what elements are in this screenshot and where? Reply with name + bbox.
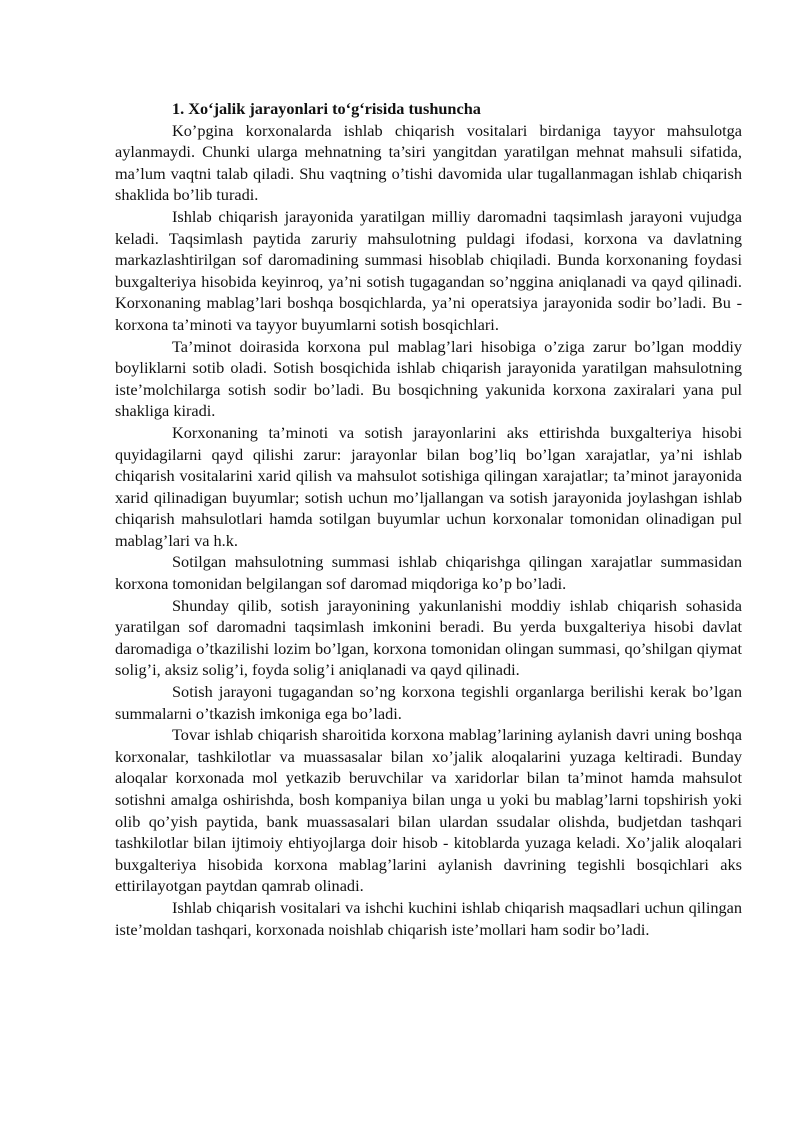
paragraph-3: Ta’minot doirasida korxona pul mablag’lari hisobiga o’ziga zarur bo’lgan moddiy boyliklarni sotib oladi. Sotish bosqichida ishlab chiqarish jarayonida yaratilgan mahsulotning iste’molchilarga sotish sodir bo’ladi. Bu bosqichning yakunida korxona zaxiralari yana pul shakliga kiradi. bbox=[115, 336, 742, 421]
paragraph-2: Ishlab chiqarish jarayonida yaratilgan milliy daromadni taqsimlash jarayoni vujudga keladi. Taqsimlash paytida zaruriy mahsulotning puldagi ifodasi, korxona va davlatning markazlashtirilgan sof daromadining summasi hisoblab chiqiladi. Bunda korxonaning foydasi buxgalteriya hisobida keyinroq, ya’ni sotish tugagandan so’nggina aniqlanadi va qayd qilinadi. Korxonaning mablag’lari boshqa bosqichlarda, ya’ni operatsiya jarayonida sodir bo’ladi. Bu - korxona ta’minoti va tayyor buyumlarni sotish bosqichlari. bbox=[115, 206, 742, 334]
paragraph-9: Ishlab chiqarish vositalari va ishchi kuchini ishlab chiqarish maqsadlari uchun qilingan iste’moldan tashqari, korxonada noishlab chiqarish iste’mollari ham sodir bo’ladi. bbox=[115, 897, 742, 939]
paragraph-4: Korxonaning ta’minoti va sotish jarayonlarini aks ettirishda buxgalteriya hisobi quyidagilarni qayd qilishi zarur: jarayonlar bilan bog’liq bo’lgan xarajatlar, ya’ni ishlab chiqarish vositalarini xarid qilish va mahsulot sotishiga qilingan xarajatlar; ta’minot jarayonida xarid qilinadigan buyumlar; sotish uchun mo’ljallangan va sotish jarayonida joylashgan ishlab chiqarish mahsulotlari hamda sotilgan buyumlar uchun korxonalar tomonidan olinadigan pul mablag’lari va h.k. bbox=[115, 422, 742, 550]
paragraph-8: Tovar ishlab chiqarish sharoitida korxona mablag’larining aylanish davri uning boshqa korxonalar, tashkilotlar va muassasalar bilan xo’jalik aloqalarini yuzaga keltiradi. Bunday aloqalar korxonada mol yetkazib beruvchilar va xaridorlar bilan ta’minot hamda mahsulot sotishni amalga oshirishda, bosh kompaniya bilan unga u yoki bu mablag’larni topshirish yoki olib qo’yish paytida, bank muassasalari bilan ulardan ssudalar olishda, budjetdan tashqari tashkilotlar bilan ijtimoiy ehtiyojlarga doir hisob - kitoblarda yuzaga keladi. Xo’jalik aloqalari buxgalteriya hisobida korxona mablag’larini aylanish davrining tegishli bosqichlari aks ettirilayotgan paytdan qamrab olinadi. bbox=[115, 725, 742, 896]
paragraph-6: Shunday qilib, sotish jarayonining yakunlanishi moddiy ishlab chiqarish sohasida yaratilgan sof daromadni taqsimlash imkonini beradi. Bu yerda buxgalteriya hisobi davlat daromadiga o’tkazilishi lozim bo’lgan, korxona tomonidan olingan summasi, qo’shilgan qiymat solig’i, aksiz solig’i, foyda solig’i aniqlanadi va qayd qilinadi. bbox=[115, 595, 742, 680]
document-page bbox=[115, 98, 742, 940]
paragraph-7: Sotish jarayoni tugagandan so’ng korxona tegishli organlarga berilishi kerak bo’lgan summalarni o’tkazish imkoniga ega bo’ladi. bbox=[115, 682, 742, 723]
paragraph-5: Sotilgan mahsulotning summasi ishlab chiqarishga qilingan xarajatlar summasidan korxona tomonidan belgilangan sof daromad miqdoriga ko’p bo’ladi. bbox=[115, 552, 742, 594]
paragraph-1: Ko’pgina korxonalarda ishlab chiqarish vositalari birdaniga tayyor mahsulotga aylanmaydi. Chunki ularga mehnatning ta’siri yangitdan yaratilgan mehnat mahsuli sifatida, ma’lum vaqtni talab qiladi. Shu vaqtning o’tishi davomida ular tugallanmagan ishlab chiqarish shaklida bo’lib turadi. bbox=[115, 120, 742, 205]
section-heading: 1. Xo‘jalik jarayonlari to‘g‘risida tushuncha bbox=[172, 99, 481, 118]
